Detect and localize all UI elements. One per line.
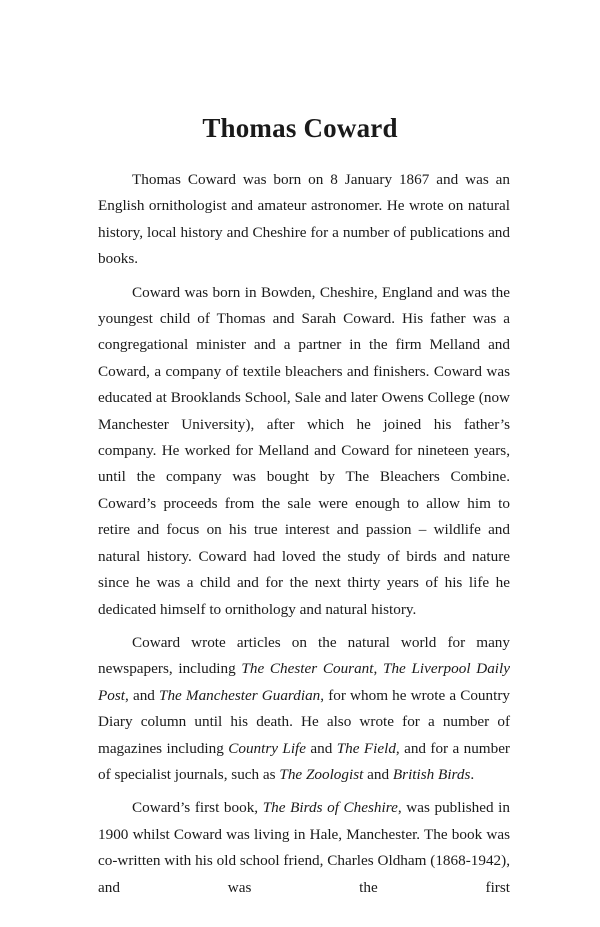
- paragraph-3-text: and: [306, 739, 337, 757]
- paragraph-3-text: , and for a number of specialist journals, such as: [98, 739, 510, 783]
- magazine-title: The Field: [336, 739, 396, 757]
- paragraph-1: [98, 167, 510, 273]
- paragraph-3-text: Coward wrote articles on the natural world for many newspapers, including: [98, 633, 510, 678]
- paragraph-2: [98, 280, 510, 623]
- paragraph-3-text: .: [470, 765, 475, 783]
- newspaper-title: The Manchester Guardian: [159, 686, 321, 704]
- paragraph-4: [98, 795, 510, 901]
- chapter-title: Thomas Coward: [202, 113, 398, 143]
- paragraph-3-text: , for whom he wrote a Country Diary column until his death. He also wrote for a number of magazines including: [98, 686, 510, 757]
- magazine-title: Country Life: [228, 739, 307, 757]
- body-text: [98, 167, 510, 908]
- paragraph-4-text: Coward’s first book,: [132, 799, 263, 817]
- paragraph-3: [98, 630, 510, 788]
- journal-title: The Zoologist: [279, 765, 364, 783]
- paragraph-3-text: and: [363, 765, 393, 783]
- paragraph-3-text: ,: [373, 660, 383, 678]
- paragraph-1-text: Thomas Coward was born on 8 January 1867 and was an English ornithologist and amateur astronomer. He wrote on natural history, local history and Cheshire for a number of publications and books.: [98, 171, 510, 268]
- paragraph-2-text: Coward was born in Bowden, Cheshire, England and was the youngest child of Thomas and Sarah Coward. His father was a congregational minister and a partner in the firm Melland and Coward, a company of textile bleachers and finishers. Coward was educated at Brooklands School, Sale and later Owens College (now Manchester University), after which he joined his father’s company. He worked for Melland and Coward for nineteen years, until the company was bought by The Bleachers Combine. Coward’s proceeds from the sale were enough to allow him to retire and focus on his true interest and passion – wildlife and natural history. Coward had loved the study of birds and nature since he was a child and for the next thirty years of his life he dedicated himself to ornithology and natural history.: [98, 283, 510, 618]
- newspaper-title: The Chester Courant: [241, 660, 374, 678]
- newspaper-title: The Liverpool Daily Post: [98, 660, 510, 704]
- book-title: The Birds of Cheshire: [262, 799, 398, 817]
- paragraph-3-text: , and: [125, 686, 160, 704]
- journal-title: British Birds: [392, 765, 471, 783]
- paragraph-4-text: , was published in 1900 whilst Coward was living in Hale, Manchester. The book was co-written with his old school friend, Charles Oldham (1868-1942), and was the first: [98, 799, 510, 896]
